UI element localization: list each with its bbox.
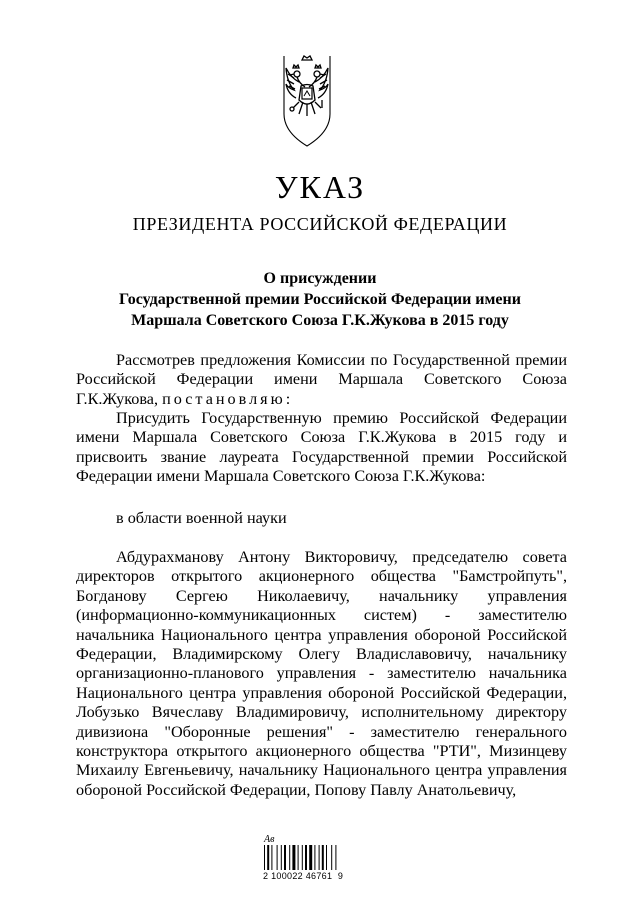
preamble-text: Рассмотрев предложения Комиссии по Государственной премии Российской Федерации имени Маршала Советского Союза Г.К.Жукова, — [76, 351, 567, 408]
barcode-number: 2 100022 46761 9 — [263, 871, 344, 881]
barcode — [264, 845, 342, 870]
laureates-text: Абдурахманову Антону Викторовичу, председателю совета директоров открытого акционерного общества "Бамстройпуть", Богданову Сергею Николаевичу, начальнику управления (информационно-коммуникационных систем) - заместителю начальника Национального центра управления обороной Российской Федерации, Владимирскому Олегу Владиславовичу, начальнику организационно-планового управления - заместителю начальника Национального центра управления обороной Российской Федерации, Лобузько Вячеславу Владимировичу, исполнительному директору дивизиона "Оборонные решения" - заместителю генерального конструктора открытого акционерного общества "РТИ", Мизинцеву Михаилу Евгеньевичу, начальнику Национального центра управления обороной Российской Федерации, Попову Павлу Анатольевичу, — [76, 548, 567, 799]
heading-line: О присуждении — [263, 270, 377, 287]
award-text: Присудить Государственную премию Российской Федерации имени Маршала Советского Союза Г.К.Жукова в 2015 году и присвоить звание лауреата Государственной премии Российской Федерации имени Маршала Советского Союза Г.К.Жукова: — [76, 409, 567, 486]
award-paragraph — [76, 409, 567, 487]
laureates-paragraph — [76, 548, 567, 800]
heading-line: Государственной премии Российской Федерации имени — [119, 291, 521, 308]
decree-title: УКАЗ — [274, 169, 366, 205]
decree-heading — [60, 268, 580, 331]
handwritten-initials: Ав — [264, 834, 275, 845]
decree-subtitle: ПРЕЗИДЕНТА РОССИЙСКОЙ ФЕДЕРАЦИИ — [132, 214, 508, 234]
resolve-word: постановляю — [162, 389, 286, 408]
heading-line: Маршала Советского Союза Г.К.Жукова в 2015 году — [131, 312, 509, 329]
preamble-colon: : — [285, 389, 291, 408]
preamble-paragraph — [76, 351, 567, 409]
section-text: в области военной науки — [116, 509, 287, 527]
section-label — [76, 509, 567, 528]
russian-coat-of-arms-icon — [283, 52, 331, 148]
